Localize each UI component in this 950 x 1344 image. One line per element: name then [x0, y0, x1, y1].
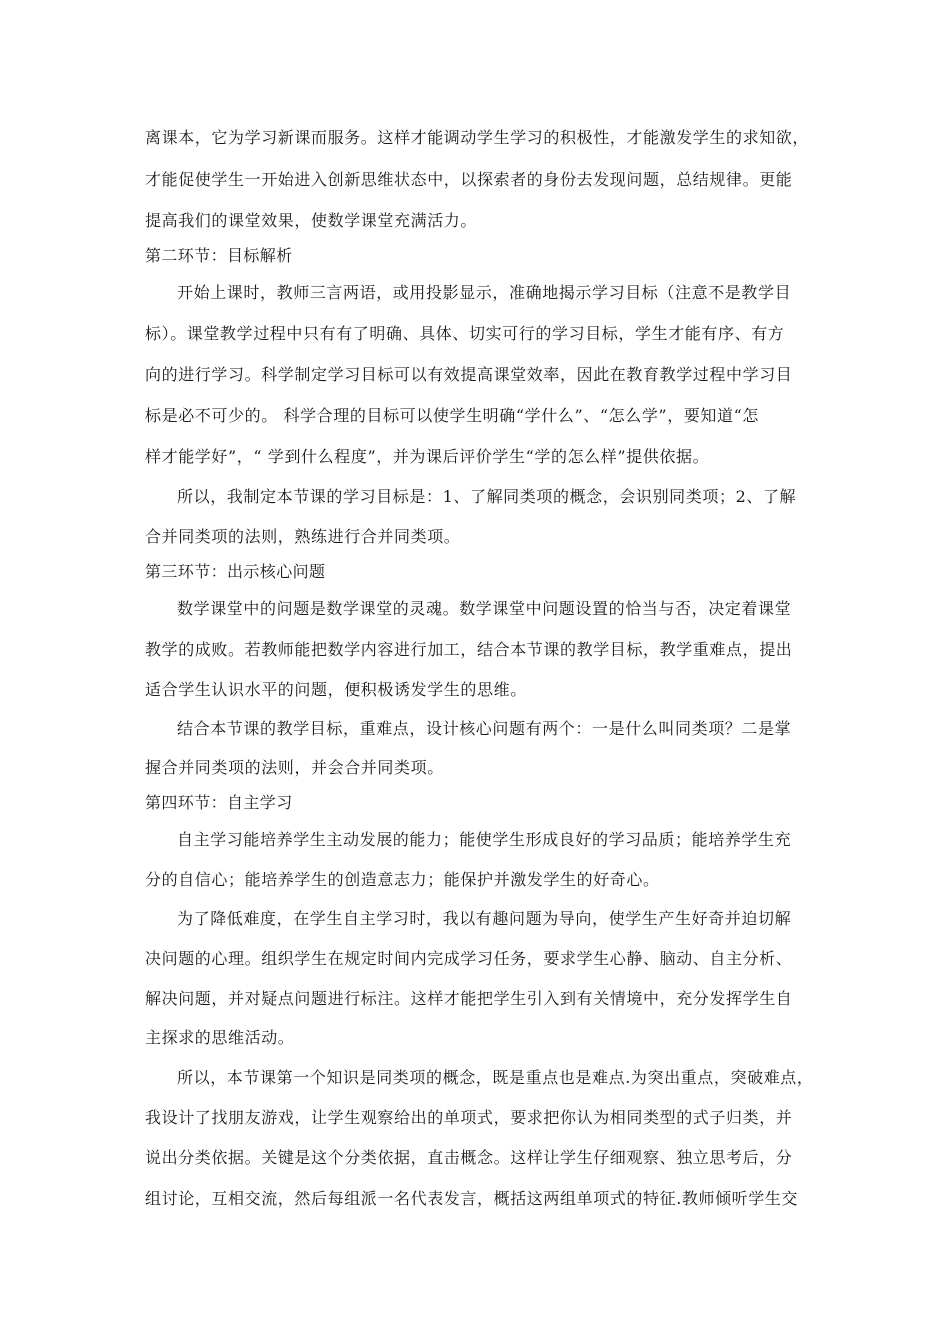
text-line: 为了降低难度，在学生自主学习时，我以有趣问题为导向，使学生产生好奇并迫切解: [177, 909, 792, 928]
text-line: 样才能学好”，“ 学到什么程度”，并为课后评价学生“学的怎么样”提供依据。: [145, 447, 710, 466]
text-line: 离课本，它为学习新课而服务。这样才能调动学生学习的积极性，才能激发学生的求知欲，: [145, 128, 810, 147]
text-line: 数学课堂中的问题是数学课堂的灵魂。数学课堂中问题设置的恰当与否，决定着课堂: [177, 599, 792, 618]
text-line: 标）。课堂教学过程中只有有了明确、具体、切实可行的学习目标，学生才能有序、有方: [145, 324, 785, 343]
text-line: 自主学习能培养学生主动发展的能力；能使学生形成良好的学习品质；能培养学生充: [177, 830, 792, 849]
text-line: 主探求的思维活动。: [145, 1028, 295, 1047]
text-line: 握合并同类项的法则，并会合并同类项。: [145, 758, 444, 777]
text-line: 提高我们的课堂效果，使数学课堂充满活力。: [145, 211, 478, 230]
text-line: 解决问题，并对疑点问题进行标注。这样才能把学生引入到有关情境中，充分发挥学生自: [145, 989, 793, 1008]
text-line: 所以，我制定本节课的学习目标是：1、了解同类项的概念，会识别同类项；2、了解: [177, 487, 797, 506]
section-heading: 第四环节：自主学习: [145, 793, 293, 812]
text-line: 开始上课时，教师三言两语，或用投影显示，准确地揭示学习目标（注意不是教学目: [177, 283, 792, 302]
text-line: 我设计了找朋友游戏，让学生观察给出的单项式，要求把你认为相同类型的式子归类，并: [145, 1108, 793, 1127]
text-line: 决问题的心理。组织学生在规定时间内完成学习任务，要求学生心静、脑动、自主分析、: [145, 949, 793, 968]
text-line: 所以，本节课第一个知识是同类项的概念，既是重点也是难点.为突出重点，突破难点，: [177, 1068, 814, 1087]
text-line: 教学的成败。若教师能把数学内容进行加工，结合本节课的教学目标，教学重难点，提出: [145, 640, 793, 659]
section-heading: 第二环节：目标解析: [145, 246, 293, 265]
text-line: 向的进行学习。科学制定学习目标可以有效提高课堂效率，因此在教育教学过程中学习目: [145, 365, 793, 384]
text-line: 结合本节课的教学目标，重难点，设计核心问题有两个：一是什么叫同类项？二是掌: [177, 719, 792, 738]
section-heading: 第三环节：出示核心问题: [145, 562, 326, 581]
text-line: 合并同类项的法则，熟练进行合并同类项。: [145, 527, 461, 546]
text-line: 说出分类依据。关键是这个分类依据，直击概念。这样让学生仔细观察、独立思考后，分: [145, 1148, 793, 1167]
text-line: 才能促使学生一开始进入创新思维状态中，以探索者的身份去发现问题，总结规律。更能: [145, 170, 793, 189]
text-line: 分的自信心；能培养学生的创造意志力；能保护并激发学生的好奇心。: [145, 870, 660, 889]
text-line: 适合学生认识水平的问题，便积极诱发学生的思维。: [145, 680, 527, 699]
text-line: 组讨论，互相交流，然后每组派一名代表发言，概括这两组单项式的特征.教师倾听学生交: [145, 1189, 799, 1208]
text-line: 标是必不可少的。 科学合理的目标可以使学生明确“学什么”、“怎么学”，要知道“怎: [145, 406, 759, 425]
